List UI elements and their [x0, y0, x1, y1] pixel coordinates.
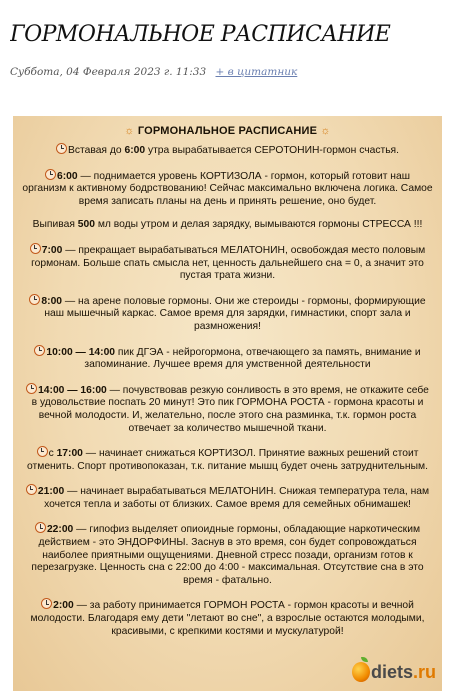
clock-icon: [35, 522, 46, 533]
sun-icon: ☼: [124, 125, 135, 137]
schedule-block: [22, 345, 433, 372]
block-text: — на арене половые гормоны. Они же стероиды - гормоны, формирующие наш мышечный каркас. Самое время для зарядки, гимнастики, спорт зала и размножения!: [44, 295, 426, 332]
block-prefix: с: [48, 448, 57, 460]
block-time: 21:00: [37, 486, 65, 498]
logo-brand: diets: [370, 661, 413, 682]
clock-icon: [37, 446, 48, 457]
clock-icon: [45, 169, 56, 180]
schedule-block: [22, 219, 433, 232]
block-text: — почувствовав резкую сонливость в это время, не откажите себе в удовольствие поспать 20 минут! Это пик ГОРМОНА РОСТА - гормона красоты и вечной молодости. И, желательно, после этого сна разминка, т.к. гормон роста отвечает за количество мышечной ткани.: [31, 384, 429, 434]
schedule-block: [22, 294, 433, 334]
block-text: мл воды утром и делая зарядку, вымываются гормоны СТРЕССА !!!: [94, 219, 423, 231]
post-meta: [10, 66, 297, 78]
block-text: утра вырабатывается СЕРОТОНИН-гормон счастья.: [145, 145, 399, 156]
schedule-block: [22, 143, 433, 158]
block-time: 14:00 — 16:00: [38, 384, 107, 396]
block-bold-value: 500: [77, 219, 95, 231]
page-title: ГОРМОНАЛЬНОЕ РАСПИСАНИЕ: [10, 22, 391, 47]
block-text: — гипофиз выделяет опиоидные гормоны, обладающие наркотическим действием - это ЭНДОРФИНЫ. Заснув в это время, сон будет сопровождаться наиболее приятными ощущениями. Дневной стресс позади, организм готов к перезагрузке. Ценность сна с 22:00 до 4:00 - максимальная. Отсутствие сна в это время - фатально.: [31, 524, 424, 586]
clock-icon: [30, 243, 41, 254]
block-text: — начинает вырабатываться МЕЛАТОНИН. Снижая температура тела, нам хочется тепла и заботы от близких. Самое время для семейных обнимашек!: [44, 486, 430, 510]
block-text: пик ДГЭА - нейрогормона, отвечающего за память, внимание и запоминание. Лучшее время для умственной деятельности: [84, 346, 421, 371]
schedule-block: [22, 169, 433, 209]
block-bold-value: 17:00: [56, 448, 83, 460]
schedule-block: [22, 243, 433, 283]
clock-icon: [41, 598, 52, 609]
block-time: 6:00: [57, 170, 78, 182]
block-time: 8:00: [41, 295, 63, 307]
schedule-block: [22, 484, 433, 511]
block-text: — прекращает вырабатываться МЕЛАТОНИН, освобождая место половым гормонам. Больше спать смысла нет, ценность дальнейшего сна = 0, а значит это пустая трата жизни.: [31, 244, 426, 282]
block-text: — за работу принимается ГОРМОН РОСТА - гормон красоты и вечной молодости. Благодаря ему дети "летают во сне", а взрослые остаются молодыми, красивыми, с крепкими костями и мускулатурой!: [30, 600, 425, 637]
block-text: — поднимается уровень КОРТИЗОЛА - гормон, который готовит наш организм к активному бодрствованию! Сейчас максимально включена логика. Самое время записать планы на день и принять решение, оно будет.: [22, 170, 433, 207]
block-time: 22:00: [46, 524, 74, 536]
clock-icon: [29, 294, 40, 305]
clock-icon: [34, 345, 45, 356]
schedule-block: [22, 383, 433, 435]
add-to-quotes-link[interactable]: + в цитатник: [215, 66, 298, 78]
apple-icon: [352, 662, 370, 682]
block-prefix: Вставая до: [68, 145, 125, 156]
diets-logo: [352, 659, 436, 685]
block-time: 7:00: [41, 244, 63, 256]
clock-icon: [26, 383, 37, 394]
post-date: Суббота, 04 Февраля 2023 г. 11:33: [10, 66, 207, 78]
block-time: 10:00 — 14:00: [46, 346, 116, 358]
poster-heading-text: ГОРМОНАЛЬНОЕ РАСПИСАНИЕ: [137, 125, 318, 137]
poster-heading: [22, 125, 433, 137]
schedule-block: [22, 522, 433, 587]
schedule-block: [22, 598, 433, 638]
logo-tld: .ru: [412, 661, 436, 682]
clock-icon: [26, 484, 37, 495]
schedule-blocks: [22, 143, 433, 638]
block-time: 2:00: [53, 600, 74, 612]
clock-icon: [56, 143, 67, 154]
block-bold-value: 6:00: [124, 145, 146, 156]
block-text: — начинает снижаться КОРТИЗОЛ. Принятие важных решений стоит отменить. Спорт противопоказан, т.к. питание мышц будет очень затруднительным.: [27, 448, 428, 472]
schedule-block: [22, 446, 433, 473]
sun-icon: ☼: [320, 125, 331, 137]
hormone-schedule-image: [13, 116, 442, 691]
block-prefix: Выпивая: [32, 219, 78, 231]
